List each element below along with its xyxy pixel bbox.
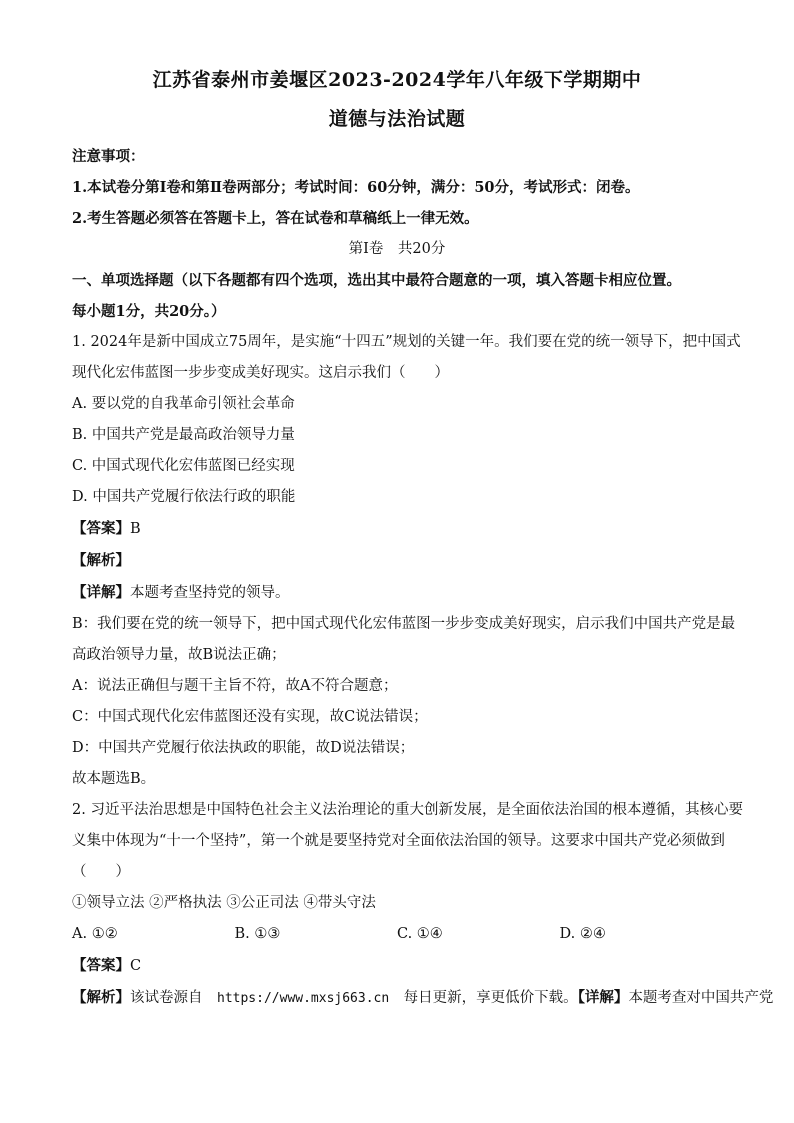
- q1-stem-line-1: 1. 2024年是新中国成立75周年，是实施“十四五”规划的关键一年。我们要在党的统一领导下，把中国式: [72, 334, 741, 350]
- q2-stem-line-3: （ ）: [72, 864, 130, 880]
- q2-detail-text: 本题考查对中国共产党: [628, 990, 774, 1006]
- section-label: 第Ⅰ卷 共20分: [348, 241, 446, 257]
- q2-option-a: A. ①②: [72, 926, 118, 942]
- page-subtitle: 道德与法治试题: [328, 108, 466, 130]
- q2-option-d: D. ②④: [559, 926, 606, 942]
- source-link[interactable]: https://www.mxsj663.cn: [217, 991, 390, 1006]
- q1-answer-tag: 【答案】: [72, 520, 130, 537]
- q2-detail-tag: 【详解】: [577, 989, 629, 1006]
- q1-answer: [72, 513, 722, 545]
- notes-item-1: 1.本试卷分第Ⅰ卷和第Ⅱ卷两部分；考试时间：60分钟，满分：50分，考试形式：闭卷。: [72, 179, 640, 196]
- q2-answer-tag: 【答案】: [72, 957, 130, 974]
- q1-conclusion: 故本题选B。: [72, 771, 156, 787]
- q2-analysis: [72, 982, 774, 1014]
- notes-item-2: 2.考生答题必须答在答题卡上，答在试卷和草稿纸上一律无效。: [72, 210, 479, 227]
- q1-explain-d: D：中国共产党履行依法执政的职能，故D说法错误；: [72, 740, 415, 756]
- q1-detail-text: 本题考查坚持党的领导。: [130, 585, 290, 601]
- q1-option-a: A. 要以党的自我革命引领社会革命: [72, 396, 295, 412]
- q2-items: ①领导立法 ②严格执法 ③公正司法 ④带头守法: [72, 895, 376, 911]
- q1-detail: [72, 577, 722, 609]
- notes-heading: 注意事项：: [72, 148, 145, 165]
- q1-explain-c: C：中国式现代化宏伟蓝图还没有实现，故C说法错误；: [72, 709, 428, 725]
- q2-analysis-text-1: 该试卷源自: [130, 990, 217, 1006]
- q1-option-d: D. 中国共产党履行依法行政的职能: [72, 489, 296, 505]
- q1-explain-b-line-2: 高政治领导力量，故B说法正确；: [72, 647, 286, 663]
- q2-stem-line-1: 2. 习近平法治思想是中国特色社会主义法治理论的重大创新发展，是全面依法治国的根本遵循，其核心要: [72, 802, 743, 818]
- q2-stem-line-2: 义集中体现为“十一个坚持”，第一个就是要坚持党对全面依法治国的领导。这要求中国共产党必须做到: [72, 833, 725, 849]
- q1-stem-line-2: 现代化宏伟蓝图一步步变成美好现实。这启示我们（ ）: [72, 365, 449, 381]
- page-title: 江苏省泰州市姜堰区2023-2024学年八年级下学期期中: [152, 69, 642, 91]
- q2-analysis-text-2: 每日更新，享更低价下载。: [389, 990, 578, 1006]
- q1-option-b: B. 中国共产党是最高政治领导力量: [72, 427, 295, 443]
- section-instruction-line-2: 每小题1分，共20分。）: [72, 303, 226, 320]
- section-instruction-line-1: 一、单项选择题（以下各题都有四个选项，选出其中最符合题意的一项，填入答题卡相应位置。: [72, 272, 681, 289]
- q2-answer: [72, 950, 722, 982]
- q1-analysis: [72, 545, 722, 577]
- q1-option-c: C. 中国式现代化宏伟蓝图已经实现: [72, 458, 295, 474]
- q2-options: [72, 919, 722, 950]
- q1-explain-b-line-1: B：我们要在党的统一领导下，把中国式现代化宏伟蓝图一步步变成美好现实，启示我们中国共产党是最: [72, 616, 736, 632]
- q1-analysis-tag: 【解析】: [72, 552, 130, 569]
- q2-analysis-tag: 【解析】: [72, 989, 130, 1006]
- q2-answer-value: C: [130, 958, 142, 974]
- q1-answer-value: B: [130, 521, 141, 537]
- q1-detail-tag: 【详解】: [72, 584, 130, 601]
- q1-explain-a: A：说法正确但与题干主旨不符，故A不符合题意；: [72, 678, 398, 694]
- q2-option-c: C. ①④: [397, 926, 443, 942]
- q2-option-b: B. ①③: [234, 926, 281, 942]
